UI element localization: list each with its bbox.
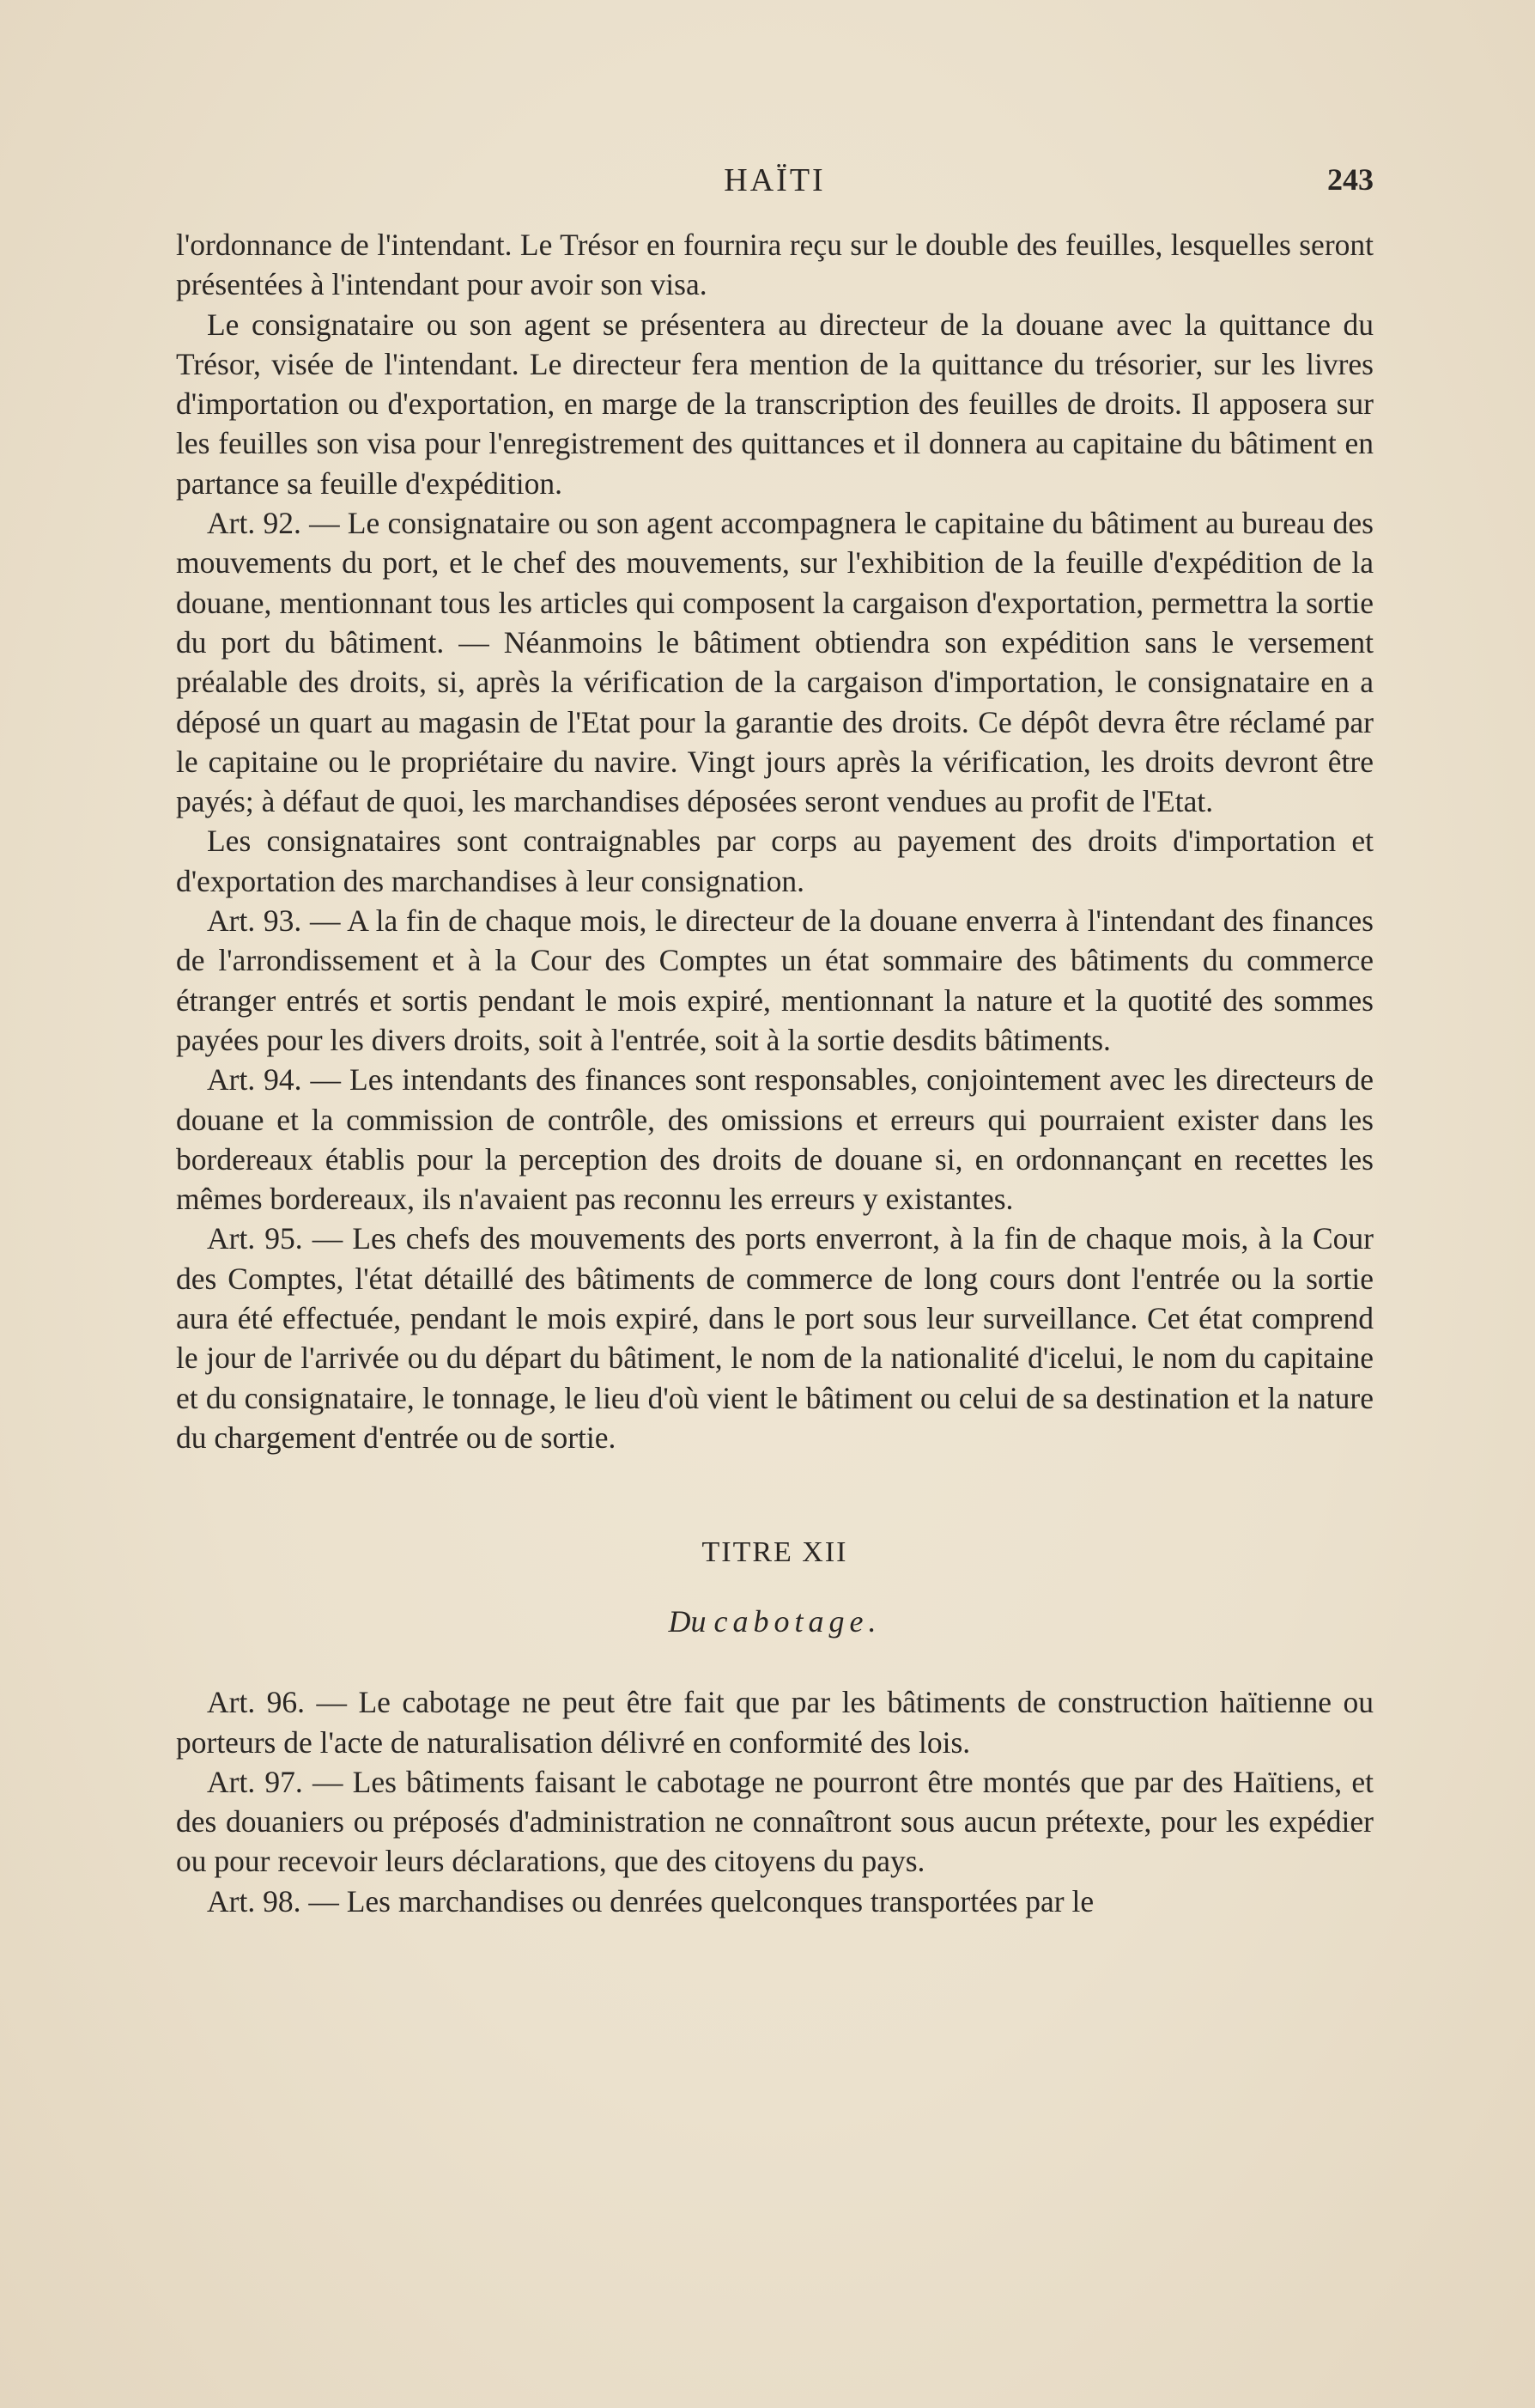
paragraph-art-93: Art. 93. — A la fin de chaque mois, le directeur de la douane enverra à l'intendant des finances de l'arrondissement et à la Cour des Comptes un état sommaire des bâtiments du commerce étranger entrés et sortis pendant le mois expiré, mentionnant la nature et la quotité des sommes payées pour les divers droits, soit à l'entrée, soit à la sortie desdits bâtiments. <box>176 903 1374 1057</box>
section-subtitle <box>176 1602 1374 1641</box>
paragraph-art-97: Art. 97. — Les bâtiments faisant le cabotage ne pourront être montés que par des Haïtiens, et des douaniers ou préposés d'administration ne connaîtront sous aucun prétexte, pour les expédier ou pour recevoir leurs déclarations, que des citoyens du pays. <box>176 1764 1374 1879</box>
paragraph-art-95: Art. 95. — Les chefs des mouvements des ports enverront, à la fin de chaque mois, à la Cour des Comptes, l'état détaillé des bâtiments de commerce de long cours dont l'entrée ou la sortie aura été effectuée, pendant le mois expiré, dans le port sous leur surveillance. Cet état comprend le jour de l'arrivée ou du départ du bâtiment, le nom de la nationalité d'icelui, le nom du capitaine et du consignataire, le tonnage, le lieu d'où vient le bâtiment ou celui de sa destination et la nature du chargement d'entrée ou de sortie. <box>176 1221 1374 1455</box>
page-header <box>176 161 1374 213</box>
paragraph-art-94: Art. 94. — Les intendants des finances sont responsables, conjointement avec les directeurs de douane et la commission de contrôle, des omissions et erreurs qui pourraient exister dans les bordereaux établis pour la perception des droits de douane si, en ordonnançant en recettes les mêmes bordereaux, ils n'avaient pas reconnu les erreurs y existantes. <box>176 1062 1374 1217</box>
paragraph: Les consignataires sont contraignables par corps au payement des droits d'importation et d'exportation des marchandises à leur consignation. <box>176 824 1374 898</box>
section-gap <box>176 1641 1374 1682</box>
top-paragraphs <box>176 225 1374 1457</box>
subtitle-main: cabotage. <box>713 1604 882 1639</box>
section-title: TITRE XII <box>701 1536 848 1569</box>
paragraph-art-98: Art. 98. — Les marchandises ou denrées quelconques transportées par le <box>207 1883 1095 1918</box>
paragraph: l'ordonnance de l'intendant. Le Trésor en fournira reçu sur le double des feuilles, lesquelles seront présentées à l'intendant pour avoir son visa. <box>176 228 1374 302</box>
page-number: 243 <box>1327 162 1374 197</box>
paragraph: Le consignataire ou son agent se présentera au directeur de la douane avec la quittance du Trésor, visée de l'intendant. Le directeur fera mention de la quittance du trésorier, sur les livres d'importation ou d'exportation, en marge de la transcription des feuilles de droits. Il apposera sur les feuilles son visa pour l'enregistrement des quittances et il donnera au capitaine du bâtiment en partance sa feuille d'expédition. <box>176 307 1374 501</box>
running-title: HAÏTI <box>724 162 826 198</box>
bottom-paragraphs <box>176 1682 1374 1921</box>
paragraph-art-92: Art. 92. — Le consignataire ou son agent accompagnera le capitaine du bâtiment au bureau des mouvements du port, et le chef des mouvements, sur l'exhibition de la feuille d'expédition de la douane, mentionnant tous les articles qui composent la cargaison d'exportation, permettra la sortie du port du bâtiment. — Néanmoins le bâtiment obtiendra son expédition sans le versement préalable des droits, si, après la vérification de la cargaison d'importation, le consignataire en a déposé un quart au magasin de l'Etat pour la garantie des droits. Ce dépôt devra être réclamé par le capitaine ou le propriétaire du navire. Vingt jours après la vérification, les droits devront être payés; à défaut de quoi, les marchandises déposées seront vendues au profit de l'Etat. <box>176 506 1374 819</box>
paragraph-art-96: Art. 96. — Le cabotage ne peut être fait que par les bâtiments de construction haïtienne ou porteurs de l'acte de naturalisation délivré en conformité des lois. <box>176 1685 1374 1760</box>
body-text <box>176 225 1374 1921</box>
subtitle-prefix: Du <box>668 1604 707 1639</box>
